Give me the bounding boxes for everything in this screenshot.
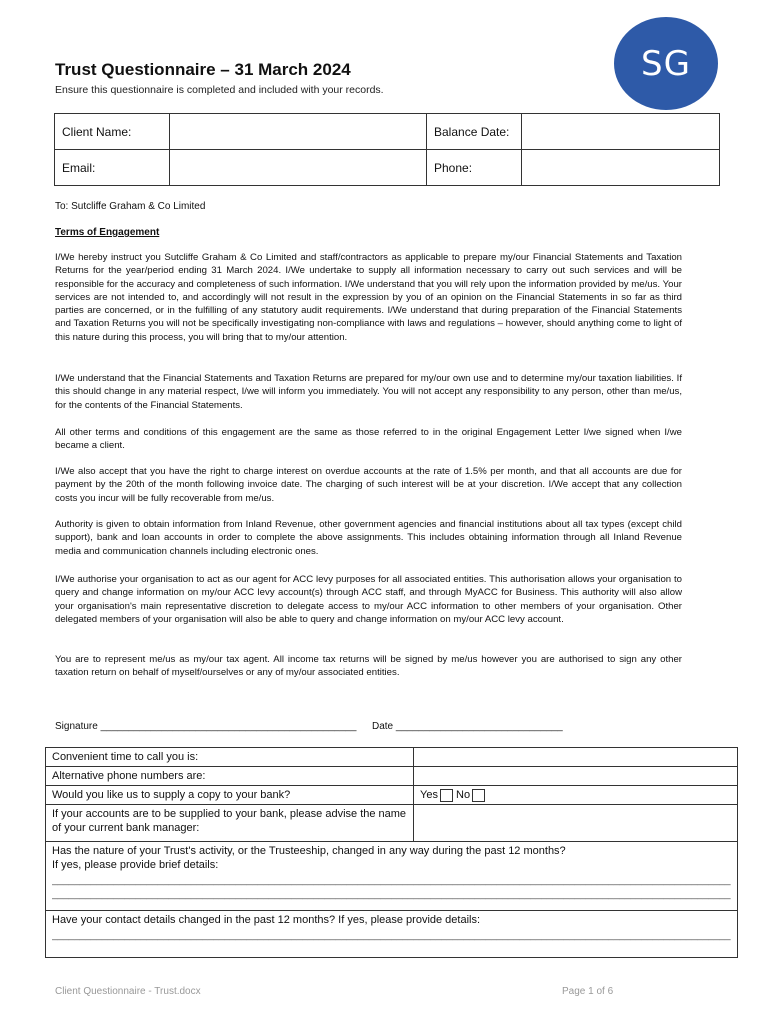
contact-change-cell xyxy=(46,911,738,958)
logo-text: SG xyxy=(641,43,691,84)
trust-change-details-prompt: If yes, please provide brief details: xyxy=(52,859,219,871)
terms-heading: Terms of Engagement xyxy=(55,227,160,238)
paragraph: All other terms and conditions of this engagement are the same as those referred to in the original Engagement Letter I/we signed when I/we became a client. xyxy=(55,427,682,452)
client-name-label: Client Name: xyxy=(55,114,170,150)
no-checkbox[interactable] xyxy=(472,789,485,802)
addressee-line: To: Sutcliffe Graham & Co Limited xyxy=(55,201,206,212)
phone-field[interactable] xyxy=(522,150,720,186)
paragraph: I/We also accept that you have the right to charge interest on overdue accounts at the rate of 1.5% per month, and that all accounts are due for payment by the 20th of the month following invoice date. The charging of such interest will be at your discretion. I/We accept that any collection costs you incur will be fully recoverable from me/us. xyxy=(55,466,682,504)
date-line[interactable]: Date ______________________________ xyxy=(372,721,563,732)
trust-change-question: Has the nature of your Trust's activity, or the Trusteeship, changed in any way during the past 12 months? xyxy=(52,845,566,857)
contact-change-line[interactable]: __________________________________________________________________________________________________________________________ xyxy=(52,930,731,941)
questions-table xyxy=(45,747,738,958)
bank-manager-label: If your accounts are to be supplied to your bank, please advise the name of your current bank manager: xyxy=(46,805,414,842)
bank-copy-options xyxy=(414,786,738,805)
trust-change-cell xyxy=(46,842,738,911)
signature-line[interactable]: Signature ______________________________________________ xyxy=(55,721,357,732)
balance-date-label: Balance Date: xyxy=(427,114,522,150)
balance-date-field[interactable] xyxy=(522,114,720,150)
document-title: Trust Questionnaire – 31 March 2024 xyxy=(55,60,351,79)
yes-checkbox[interactable] xyxy=(440,789,453,802)
document-subtitle: Ensure this questionnaire is completed and included with your records. xyxy=(55,84,384,96)
contact-change-question: Have your contact details changed in the past 12 months? If yes, please provide details: xyxy=(52,914,481,926)
bank-copy-label: Would you like us to supply a copy to your bank? xyxy=(46,786,414,805)
call-time-field[interactable] xyxy=(414,748,738,767)
footer-filename: Client Questionnaire - Trust.docx xyxy=(55,986,201,997)
yes-label: Yes xyxy=(420,789,438,801)
phone-label: Phone: xyxy=(427,150,522,186)
call-time-label: Convenient time to call you is: xyxy=(46,748,414,767)
paragraph: I/We authorise your organisation to act as our agent for ACC levy purposes for all associated entities. This authorisation allows your organisation to query and change information on my/our ACC levy account(s) through ACC staff, and through MyACC for Business. This authority will also allow your organisation's main representative discretion to delegate access to my/our ACC information to other members of your organisation. Other delegated members of your organisation will also be able to query and change information on my/our ACC levy account. xyxy=(55,574,682,625)
email-label: Email: xyxy=(55,150,170,186)
client-name-field[interactable] xyxy=(170,114,427,150)
paragraph: I/We hereby instruct you Sutcliffe Graham & Co Limited and staff/contractors as applicable to prepare my/our Financial Statements and Taxation Returns for the year/period ending 31 March 2024. I/We undertake to supply all information necessary to carry out such services and will be responsible for the accuracy and completeness of such information. I/We understand that you will rely upon the information provided by me/us. Your services are not intended to, and accordingly will not result in the expression by you of an opinion on the Financial Statements in so far as third parties are concerned, or in the fulfilling of any statutory audit requirements. I/We understand that during preparation of the Financial Statements and Taxation Returns you will not be specifically investigating non-compliance with laws and regulations – however, should anything come to light of this nature during this process, you will bring that to my/our attention. xyxy=(55,252,682,343)
alt-phone-label: Alternative phone numbers are: xyxy=(46,767,414,786)
trust-change-line-2[interactable]: __________________________________________________________________________________________________________________________ xyxy=(52,889,731,900)
no-label: No xyxy=(456,789,471,801)
sg-logo xyxy=(614,17,718,110)
footer-page-number: Page 1 of 6 xyxy=(562,986,614,997)
client-details-table xyxy=(54,113,720,186)
email-field[interactable] xyxy=(170,150,427,186)
paragraph: I/We understand that the Financial Statements and Taxation Returns are prepared for my/our own use and to determine my/our taxation liabilities. If this should change in any material respect, I/we will inform you immediately. You will not accept any responsibility to any person, other than me/us, for the contents of the Financial Statements. xyxy=(55,373,682,411)
bank-manager-field[interactable] xyxy=(414,805,738,842)
paragraph: You are to represent me/us as my/our tax agent. All income tax returns will be signed by me/us however you are authorised to sign any other taxation return on behalf of myself/ourselves or any of my/our associated entities. xyxy=(55,654,682,679)
paragraph: Authority is given to obtain information from Inland Revenue, other government agencies and financial institutions about all tax types (except child support), bank and loan accounts in order to complete the above assignments. This includes obtaining information through all Inland Revenue media and communication channels including electronic ones. xyxy=(55,519,682,557)
trust-change-line-1[interactable]: __________________________________________________________________________________________________________________________ xyxy=(52,875,731,886)
alt-phone-field[interactable] xyxy=(414,767,738,786)
